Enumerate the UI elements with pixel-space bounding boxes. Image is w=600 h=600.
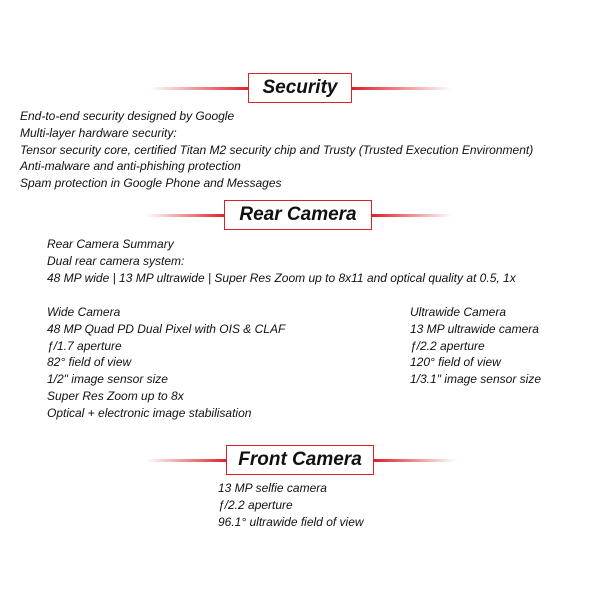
ultrawide-camera-line: 13 MP ultrawide camera — [410, 321, 539, 336]
ultrawide-camera-specs — [410, 304, 541, 388]
security-section-header — [0, 73, 600, 103]
security-line: End-to-end security designed by Google — [20, 109, 235, 123]
rear-header-left-line — [146, 214, 226, 217]
security-line: Tensor security core, certified Titan M2 security chip and Trusty (Trusted Execution Environment) — [20, 142, 534, 157]
security-header-left-line — [150, 87, 250, 90]
wide-camera-line: 1/2" image sensor size — [47, 372, 168, 387]
rear-summary-line: 48 MP wide | 13 MP ultrawide | Super Res Zoom up to 8x11 and optical quality at 0.5, 1x — [47, 270, 516, 285]
front-camera-section-header — [0, 445, 600, 475]
ultrawide-camera-line: 120° field of view — [410, 355, 501, 370]
security-line: Anti-malware and anti-phishing protection — [20, 159, 241, 174]
ultrawide-camera-line: ƒ/2.2 aperture — [410, 338, 485, 353]
front-header-left-line — [146, 459, 228, 462]
rear-header-right-line — [372, 214, 452, 217]
rear-camera-heading: Rear Camera — [224, 200, 372, 230]
security-header-right-line — [352, 87, 452, 90]
wide-camera-line: Super Res Zoom up to 8x — [47, 388, 184, 403]
rear-summary-line: Rear Camera Summary — [47, 237, 174, 251]
rear-summary-line: Dual rear camera system: — [47, 253, 185, 268]
security-heading: Security — [248, 73, 352, 103]
front-camera-specs — [218, 480, 364, 530]
security-list — [20, 108, 533, 192]
wide-camera-line: Wide Camera — [47, 305, 121, 319]
rear-camera-section-header — [0, 200, 600, 230]
front-camera-line: 96.1° ultrawide field of view — [218, 514, 364, 529]
security-line: Spam protection in Google Phone and Messages — [20, 176, 282, 191]
security-line: Multi-layer hardware security: — [20, 125, 177, 140]
wide-camera-specs — [47, 304, 285, 422]
rear-camera-summary — [47, 236, 516, 286]
ultrawide-camera-line: 1/3.1" image sensor size — [410, 372, 541, 387]
front-camera-heading: Front Camera — [226, 445, 374, 475]
wide-camera-line: Optical + electronic image stabilisation — [47, 405, 252, 420]
wide-camera-line: ƒ/1.7 aperture — [47, 338, 122, 353]
front-camera-line: 13 MP selfie camera — [218, 481, 327, 495]
wide-camera-line: 48 MP Quad PD Dual Pixel with OIS & CLAF — [47, 321, 286, 336]
ultrawide-camera-line: Ultrawide Camera — [410, 305, 507, 319]
front-camera-line: ƒ/2.2 aperture — [218, 497, 293, 512]
front-header-right-line — [374, 459, 456, 462]
wide-camera-line: 82° field of view — [47, 355, 132, 370]
